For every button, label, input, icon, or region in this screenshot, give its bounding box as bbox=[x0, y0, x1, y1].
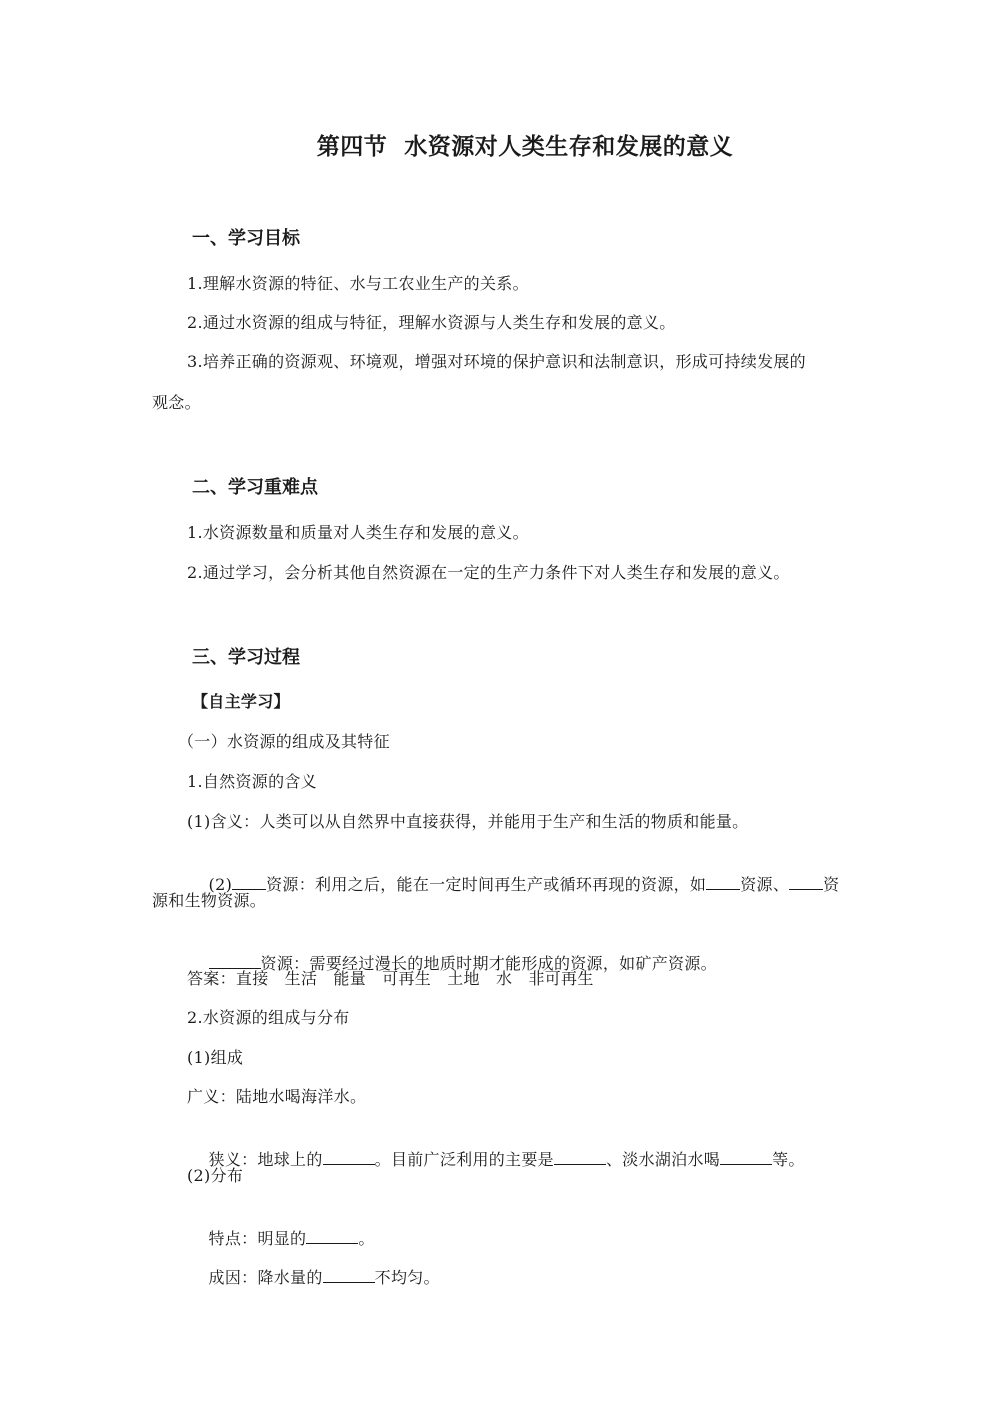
q1-b-text: 资源：利用之后，能在一定时间再生产或循环再现的资源，如 bbox=[266, 875, 707, 894]
blank-2[interactable] bbox=[706, 873, 740, 890]
blank-9[interactable] bbox=[323, 1266, 375, 1283]
q2-narrow-text-4: 等。 bbox=[772, 1150, 805, 1169]
blank-3[interactable] bbox=[789, 873, 823, 890]
section-heading-learning-process: 三、学习过程 bbox=[192, 647, 300, 668]
goal-item-2: 2.通过水资源的组成与特征，理解水资源与人类生存和发展的意义。 bbox=[187, 313, 676, 332]
q2-narrow-text-2: 。目前广泛利用的主要是 bbox=[374, 1150, 554, 1169]
q1-b-text-3: 资 bbox=[823, 875, 840, 894]
q1-title: 1.自然资源的含义 bbox=[187, 772, 317, 791]
section-heading-learning-goals: 一、学习目标 bbox=[192, 228, 300, 249]
key-point-1: 1.水资源数量和质量对人类生存和发展的意义。 bbox=[187, 523, 529, 542]
q1-renewable-line bbox=[187, 849, 839, 921]
page-title: 第四节 水资源对人类生存和发展的意义 bbox=[316, 134, 734, 160]
section-heading-key-points: 二、学习重难点 bbox=[192, 477, 318, 498]
q2-distribution: (2)分布 bbox=[187, 1166, 244, 1185]
q1-definition: (1)含义：人类可以从自然界中直接获得，并能用于生产和生活的物质和能量。 bbox=[187, 812, 749, 831]
q2-cause-line bbox=[187, 1242, 440, 1314]
q1-renewable-continued: 源和生物资源。 bbox=[152, 891, 267, 910]
goal-item-1: 1.理解水资源的特征、水与工农业生产的关系。 bbox=[187, 274, 529, 293]
q2-cause-text: 成因：降水量的 bbox=[208, 1268, 323, 1287]
blank-7[interactable] bbox=[720, 1148, 772, 1165]
q2-narrow-text-3: 、淡水湖泊水喝 bbox=[605, 1150, 721, 1169]
answer-line: 答案：直接 生活 能量 可再生 土地 水 非可再生 bbox=[187, 969, 594, 988]
part1-title: （一）水资源的组成及其特征 bbox=[178, 732, 390, 751]
blank-6[interactable] bbox=[554, 1148, 606, 1165]
self-study-label: 【自主学习】 bbox=[192, 692, 290, 711]
q2-cause-end: 不均匀。 bbox=[374, 1268, 440, 1287]
blank-1[interactable] bbox=[232, 873, 266, 890]
q1-b-prefix: (2) bbox=[208, 875, 233, 894]
q1-b-text-2: 资源、 bbox=[740, 875, 790, 894]
q1-c-text: 资源：需要经过漫长的地质时期才能形成的资源，如矿产资源。 bbox=[260, 954, 717, 973]
key-point-2: 2.通过学习，会分析其他自然资源在一定的生产力条件下对人类生存和发展的意义。 bbox=[187, 563, 790, 582]
q2-broad: 广义：陆地水喝海洋水。 bbox=[187, 1087, 367, 1106]
blank-5[interactable] bbox=[323, 1148, 375, 1165]
q2-composition: (1)组成 bbox=[187, 1048, 244, 1067]
goal-item-3: 3.培养正确的资源观、环境观，增强对环境的保护意识和法制意识，形成可持续发展的 bbox=[187, 352, 806, 371]
q2-title: 2.水资源的组成与分布 bbox=[187, 1008, 350, 1027]
goal-item-3-continued: 观念。 bbox=[152, 393, 201, 412]
q2-narrow-line bbox=[187, 1124, 805, 1196]
q2-narrow-text-1: 狭义：地球上的 bbox=[208, 1150, 323, 1169]
q2-feature-end: 。 bbox=[358, 1229, 375, 1248]
q2-feature-text: 特点：明显的 bbox=[208, 1229, 307, 1248]
